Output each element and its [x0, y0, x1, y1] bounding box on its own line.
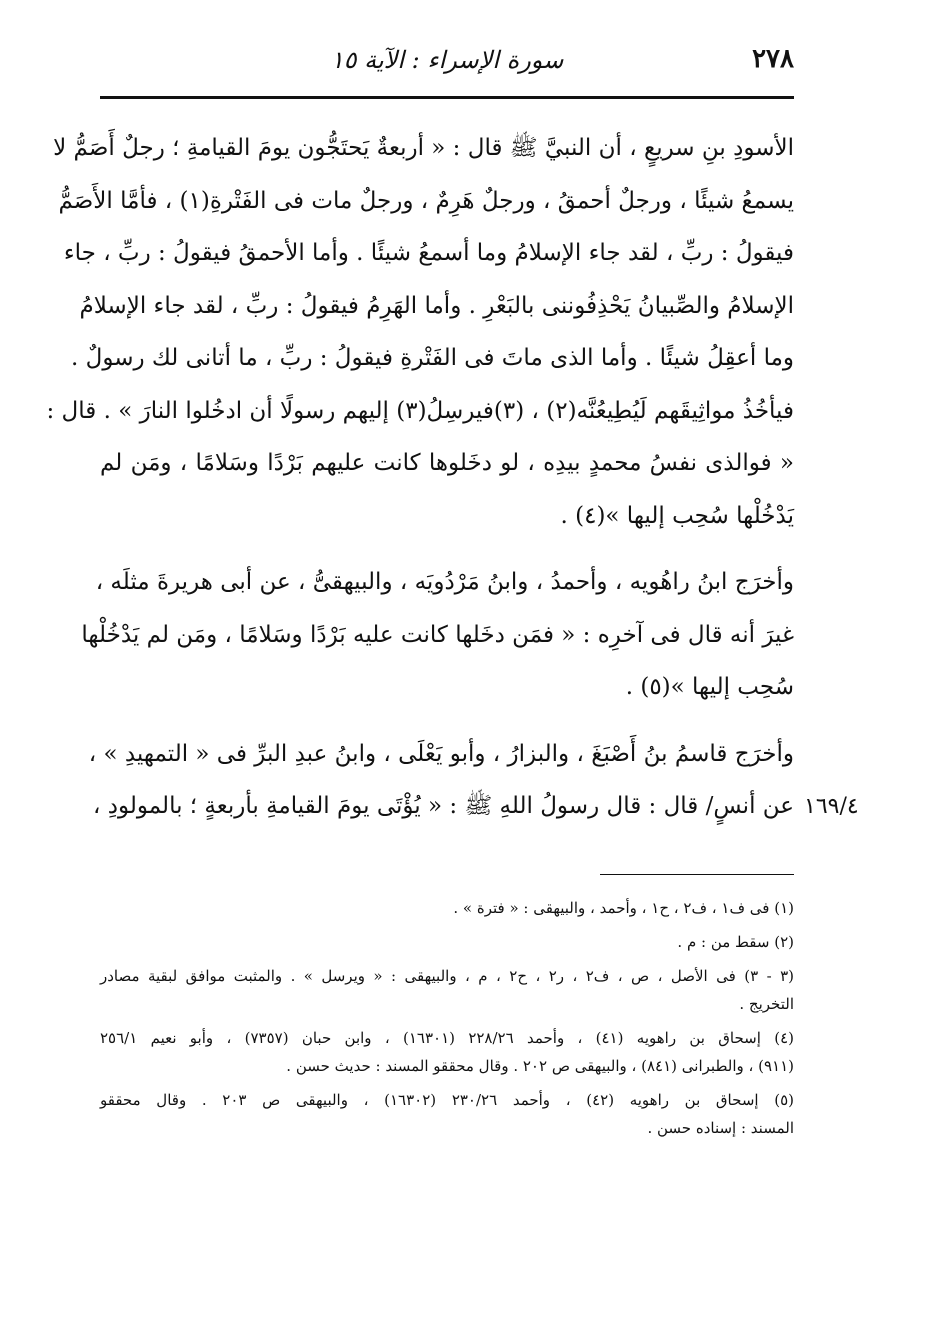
- footnote-line: التخريج .: [739, 995, 794, 1013]
- footnote-line: (١) فى ف١ ، ف٢ ، ح١ ، وأحمد ، والبيهقى : « فترة » .: [453, 899, 794, 917]
- footnote-1: [100, 894, 794, 922]
- text-line: « فوالذى نفسُ محمدٍ بيدِه ، لو دخَلوها كانت عليهم بَرْدًا وسَلامًا ، ومَن لم: [100, 450, 794, 476]
- text-line: وأخرَج قاسمُ بنُ أَصْبَغَ ، والبزارُ ، وأبو يَعْلَى ، وابنُ عبدِ البرِّ فى « التمهيدِ » ،: [88, 740, 794, 767]
- text-line: يَدْخُلْها سُحِب إليها »(٤) .: [560, 502, 794, 529]
- footnote-4: [100, 1024, 794, 1080]
- footnote-line: (٩١١) ، والطبرانى (٨٤١) ، والبيهقى ص ٢٠٢ . وقال محققو المسند : حديث حسن .: [286, 1057, 794, 1075]
- footnote-line: (٤) إسحاق بن راهويه (٤١) ، وأحمد ٢٢٨/٢٦ (١٦٣٠١) ، وابن حبان (٧٣٥٧) ، وأبو نعيم ٢٥٦/١: [100, 1029, 794, 1047]
- paragraph-1: [46, 122, 794, 542]
- text-line: فيأخُذُ مواثِيقَهم لَيُطِيعُنَّه(٢) ، (٣)فيرسِلُ(٣) إليهم رسولًا أن ادخُلوا النارَ » . قال :: [46, 397, 794, 424]
- running-head: [100, 44, 794, 94]
- footnote-3: [100, 962, 794, 1018]
- header-rule: [100, 96, 794, 99]
- paragraph-2: [81, 556, 794, 714]
- footnotes: [100, 894, 794, 1148]
- text-line: وما أعقِلُ شيئًا . وأما الذى ماتَ فى الفَتْرةِ فيقولُ : ربِّ ، ما أتانى لك رسولٌ .: [71, 345, 794, 371]
- text-line: فيقولُ : ربِّ ، لقد جاء الإسلامُ وما أسمعُ شيئًا . وأما الأحمقُ فيقولُ : ربِّ ، جاء: [63, 240, 794, 266]
- footnote-line: المسند : إسناده حسن .: [647, 1119, 794, 1137]
- text-line: الأسودِ بنِ سريعٍ ، أن النبيَّ ﷺ قال : « أربعةٌ يَحتَجُّون يومَ القيامةِ ؛ رجلٌ أَصَمُّ لا: [53, 135, 794, 161]
- footnote-line: (٣ - ٣) فى الأصل ، ص ، ف٢ ، ر٢ ، ح٢ ، م ، والبيهقى : « ويرسل » . والمثبت موافق لبقية مصادر: [100, 967, 795, 985]
- page-number: ٢٧٨: [752, 44, 794, 74]
- running-title: سورة الإسراء : الآية ١٥: [330, 46, 564, 74]
- body-text: [46, 122, 794, 833]
- text-line: الإسلامُ والصِّبيانُ يَحْذِفُوننى بالبَعْرِ . وأما الهَرِمُ فيقولُ : ربِّ ، لقد جاء الإسلامُ: [79, 292, 794, 319]
- paragraph-3: [88, 728, 794, 833]
- footnote-5: [100, 1086, 794, 1142]
- text-line: وأخرَج ابنُ راهُويه ، وأحمدُ ، وابنُ مَرْدُويَه ، والبيهقىُّ ، عن أبى هريرةَ مثلَه ،: [95, 569, 794, 595]
- footnote-line: (٥) إسحاق بن راهويه (٤٢) ، وأحمد ٢٣٠/٢٦ (١٦٣٠٢) ، والبيهقى ص ٢٠٣ . وقال محققو: [100, 1091, 794, 1109]
- margin-volume-page-note: ١٦٩/٤: [804, 794, 859, 819]
- footnote-2: [100, 928, 794, 956]
- text-line: يسمعُ شيئًا ، ورجلٌ أحمقُ ، ورجلٌ هَرِمٌ ، ورجلٌ مات فى الفَتْرةِ(١) ، فأمَّا الأَصَمُّ: [58, 187, 794, 214]
- text-line: سُحِب إليها »(٥) .: [625, 674, 794, 700]
- text-line: غيرَ أنه قال فى آخرِه : « فمَن دخَلها كانت عليه بَرْدًا وسَلامًا ، ومَن لم يَدْخُلْها: [81, 621, 794, 648]
- text-line: عن أنسٍ/ قال : قال رسولُ اللهِ ﷺ : « يُؤْتَى يومَ القيامةِ بأربعةٍ ؛ بالمولودِ ،: [93, 793, 794, 819]
- footnote-rule: [600, 874, 794, 875]
- footnote-line: (٢) سقط من : م .: [677, 933, 794, 951]
